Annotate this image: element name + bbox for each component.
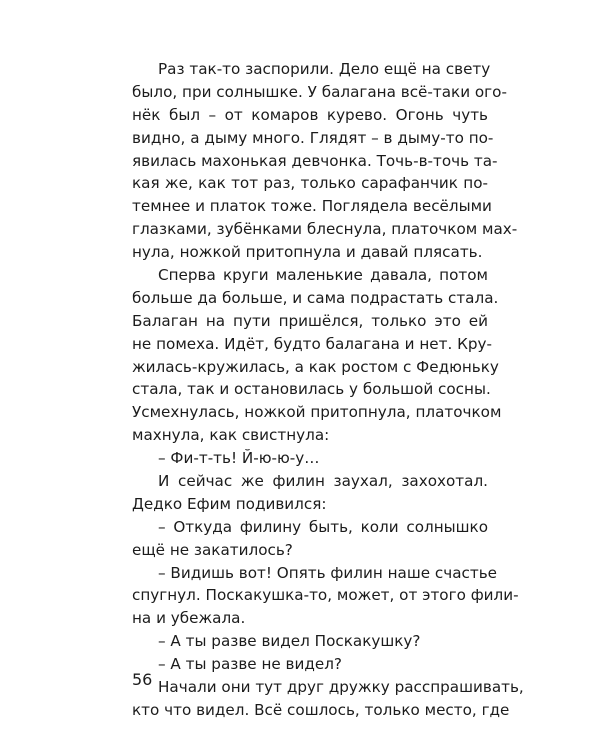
dialogue-line: спугнул. Поскакушка-то, может, от этого фили- bbox=[132, 586, 519, 605]
dialogue-line: – Фи-т-ть! Й-ю-ю-у… bbox=[158, 449, 320, 468]
text-line: было, при солнышке. У балагана всё-таки ого- bbox=[132, 82, 507, 101]
text-line: нула, ножкой притопнула и давай плясать. bbox=[132, 243, 483, 262]
text-line: видно, а дыму много. Глядят – в дыму-то по- bbox=[132, 128, 494, 147]
text-line: Начали они тут друг дружку расспрашивать, bbox=[158, 678, 524, 697]
text-line: жилась-кружилась, а как ростом с Федюньку bbox=[132, 357, 499, 376]
text-line: кто что видел. Всё сошлось, только место, где bbox=[132, 700, 510, 719]
page-number: 56 bbox=[132, 670, 153, 689]
text-line: явилась махонькая девчонка. Точь-в-точь та- bbox=[132, 151, 498, 170]
dialogue-line: на и убежала. bbox=[132, 609, 246, 628]
text-line: темнее и платок тоже. Поглядела весёлыми bbox=[132, 197, 492, 216]
text-line: Балаган на пути пришёлся, только это ей bbox=[132, 311, 488, 330]
text-line: не помеха. Идёт, будто балагана и нет. Кру- bbox=[132, 334, 493, 353]
page-text bbox=[132, 58, 524, 722]
text-line: Усмехнулась, ножкой притопнула, платочком bbox=[132, 403, 502, 422]
text-line: И сейчас же филин заухал, захохотал. bbox=[158, 472, 488, 491]
dialogue-line: – А ты разве не видел? bbox=[158, 655, 342, 674]
text-line: стала, так и остановилась у большой сосны. bbox=[132, 380, 491, 399]
text-line: махнула, как свистнула: bbox=[132, 426, 330, 445]
text-line: глазками, зубёнками блеснула, платочком мах- bbox=[132, 220, 518, 239]
text-line: Дедко Ефим подивился: bbox=[132, 494, 327, 513]
dialogue-line: – А ты разве видел Поскакушку? bbox=[158, 632, 421, 651]
text-line: кая же, как тот раз, только сарафанчик по- bbox=[132, 174, 488, 193]
dialogue-line: – Откуда филину быть, коли солнышко bbox=[158, 517, 488, 536]
text-line: больше да больше, и сама подрастать стала. bbox=[132, 288, 499, 307]
text-line: Сперва круги маленькие давала, потом bbox=[158, 266, 488, 285]
text-line: нёк был – от комаров курево. Огонь чуть bbox=[132, 105, 488, 124]
dialogue-line: ещё не закатилось? bbox=[132, 540, 293, 559]
text-line: Раз так-то заспорили. Дело ещё на свету bbox=[158, 60, 491, 78]
dialogue-line: – Видишь вот! Опять филин наше счастье bbox=[158, 563, 498, 582]
